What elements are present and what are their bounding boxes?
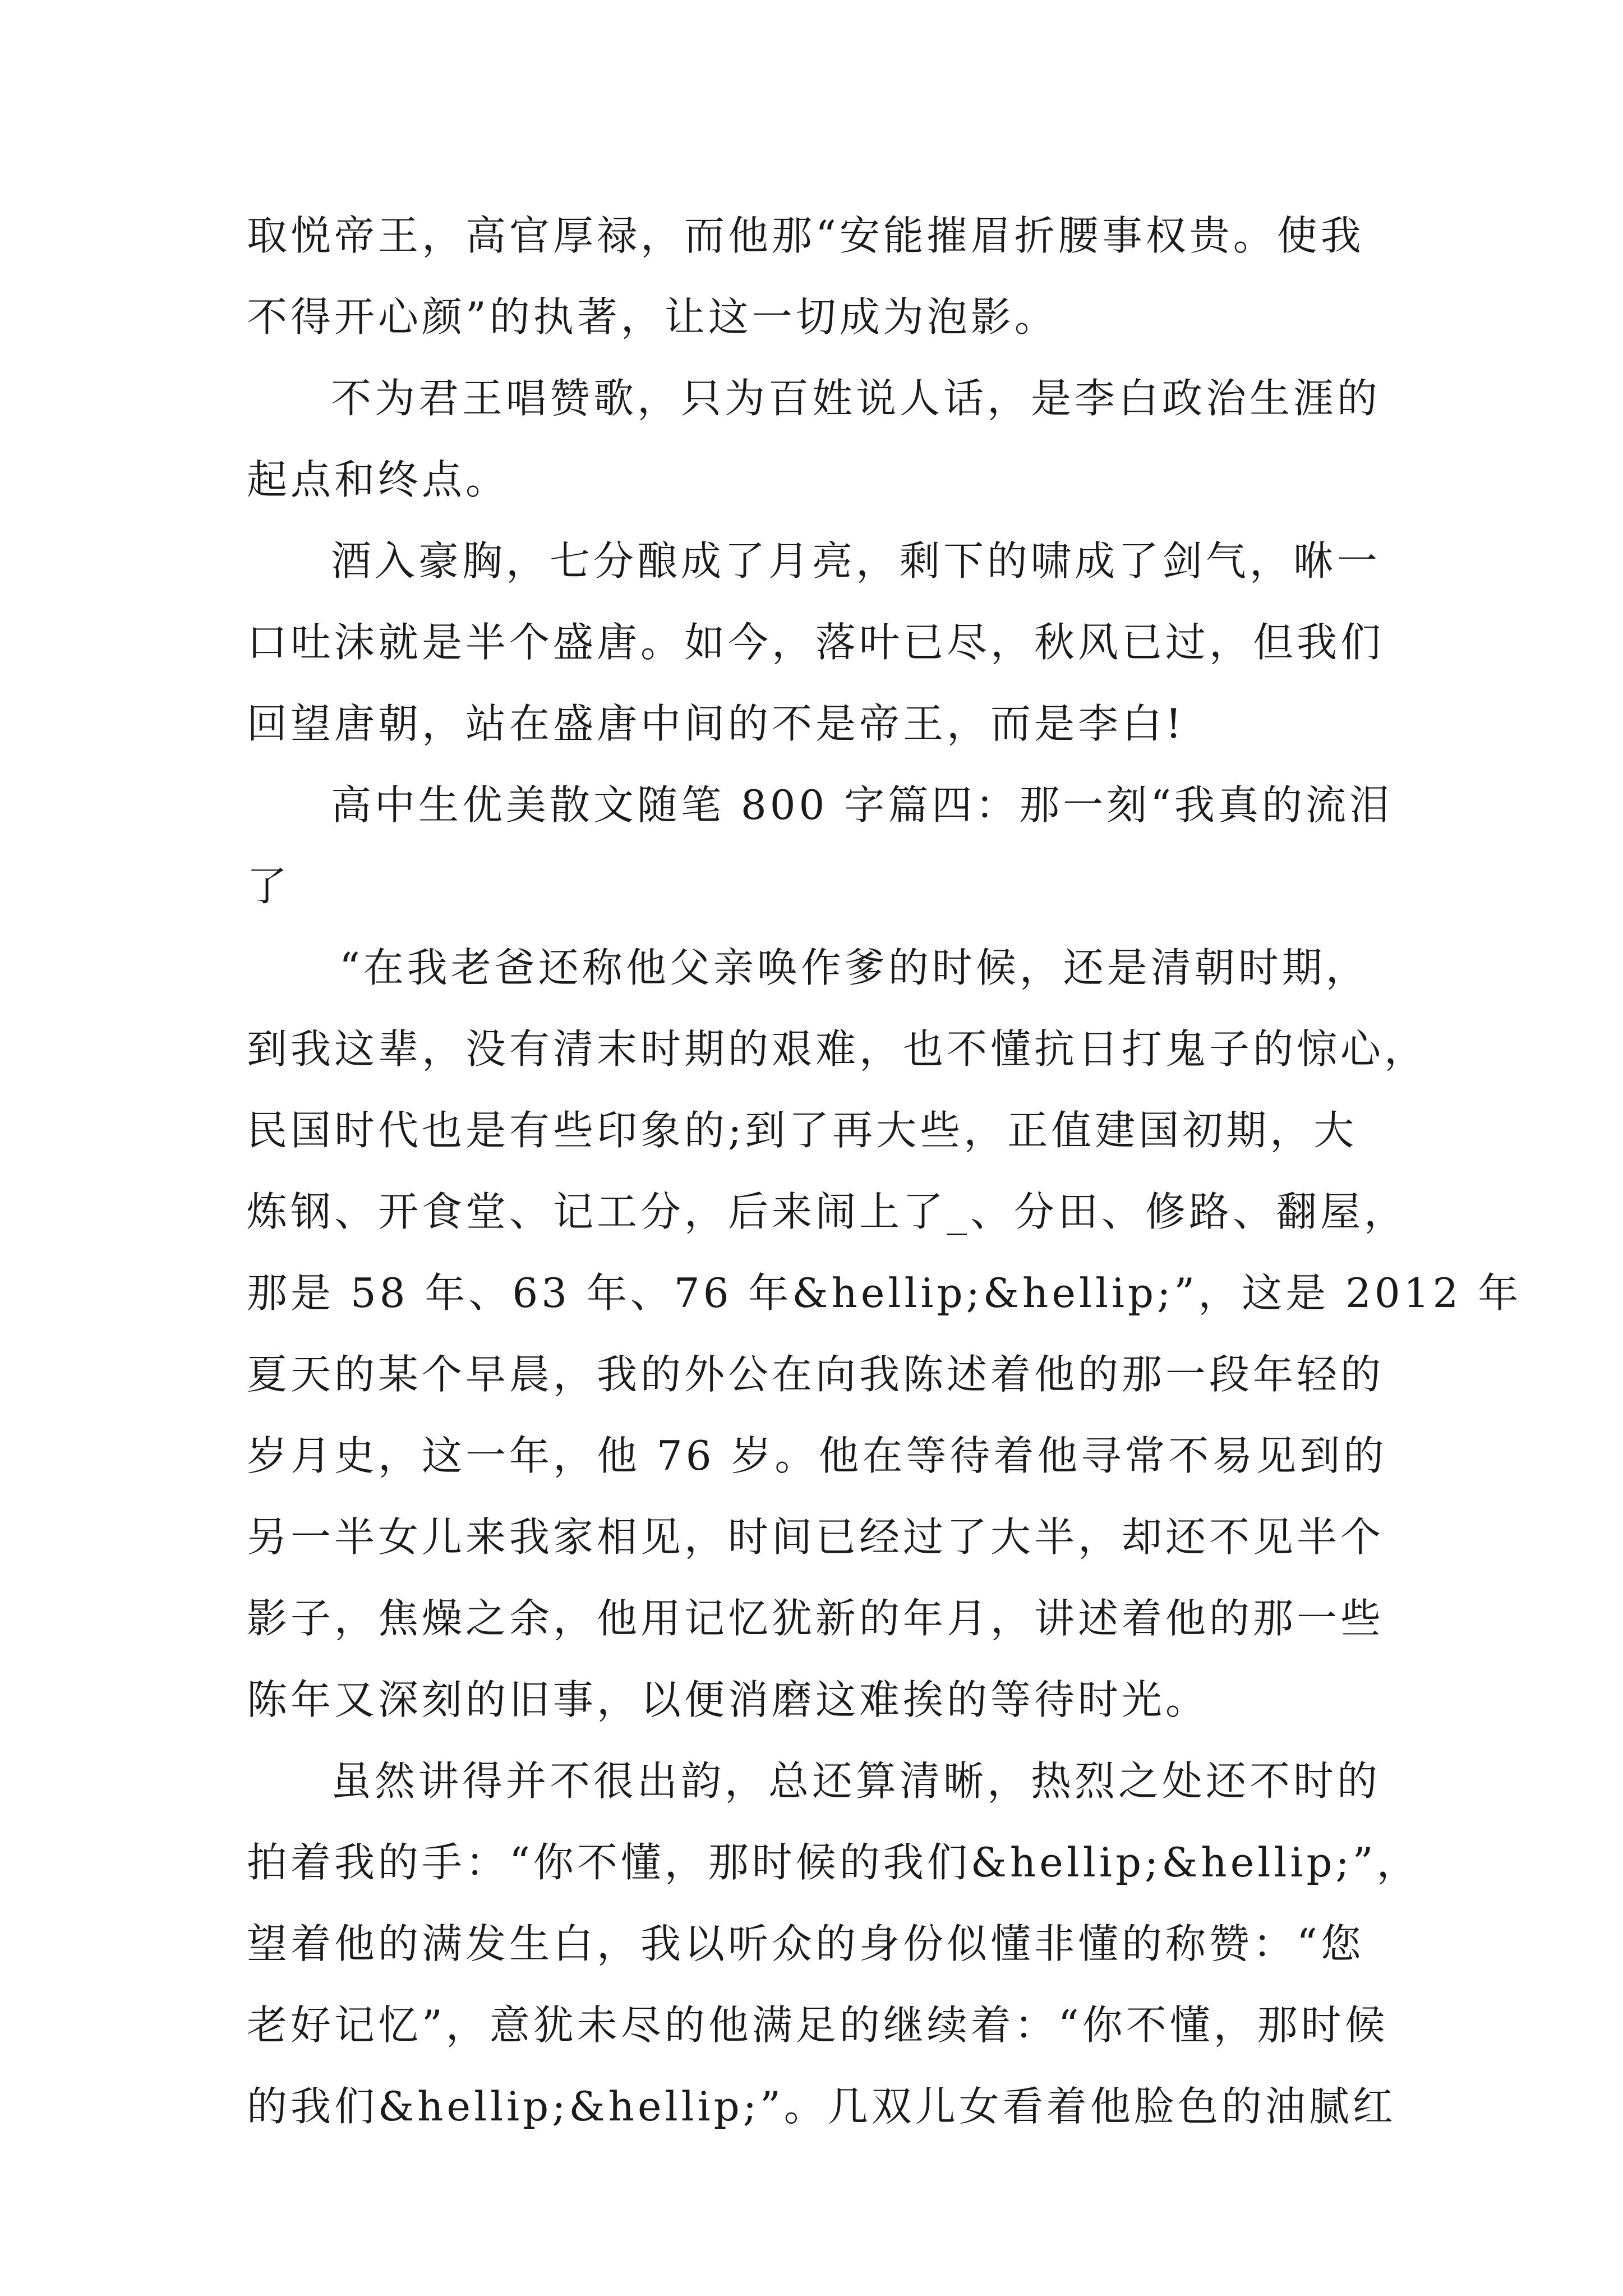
- text-line: 回望唐朝，站在盛唐中间的不是帝王，而是李白!: [247, 700, 1185, 747]
- text-line: 民国时代也是有些印象的;到了再大些，正值建国初期，大: [247, 1107, 1358, 1154]
- text-line: 岁月史，这一年，他 76 岁。他在等待着他寻常不易见到的: [247, 1432, 1387, 1479]
- section-heading: 高中生优美散文随笔 800 字篇四：那一刻“我真的流泪: [331, 781, 1394, 829]
- text-line: 酒入豪胸，七分酿成了月亮，剩下的啸成了剑气，咻一: [331, 537, 1381, 585]
- text-line: 不为君王唱赞歌，只为百姓说人话，是李白政治生涯的: [331, 375, 1381, 422]
- text-line: 的我们&hellip;&hellip;”。几双儿女看着他脸色的油腻红: [247, 2083, 1396, 2130]
- text-line: 另一半女儿来我家相见，时间已经过了大半，却还不见半个: [247, 1513, 1385, 1561]
- text-line: 影子，焦燥之余，他用记忆犹新的年月，讲述着他的那一些: [247, 1595, 1385, 1642]
- text-line: 拍着我的手：“你不懂，那时候的我们&hellip;&hellip;”，: [247, 1839, 1421, 1886]
- text-line: 老好记忆”，意犹未尽的他满足的继续着：“你不懂，那时候: [247, 2001, 1389, 2049]
- text-line: “在我老爸还称他父亲唤作爹的时候，还是清朝时期，: [339, 944, 1370, 991]
- text-line: 口吐沫就是半个盛唐。如今，落叶已尽，秋风已过，但我们: [247, 619, 1385, 666]
- text-line: 望着他的满发生白，我以听众的身份似懂非懂的称赞：“您: [247, 1920, 1364, 1967]
- text-line: 起点和终点。: [247, 456, 510, 503]
- text-line: 炼钢、开食堂、记工分，后来闹上了_、分田、修路、翻屋，: [247, 1188, 1408, 1235]
- text-line: 不得开心颜”的执著，让这一切成为泡影。: [247, 293, 1058, 341]
- section-heading-continuation: 了: [247, 863, 291, 910]
- text-line: 到我这辈，没有清末时期的艰难，也不懂抗日打鬼子的惊心，: [247, 1025, 1428, 1073]
- text-line: 虽然讲得并不很出韵，总还算清晰，热烈之处还不时的: [331, 1757, 1381, 1805]
- text-line: 取悦帝王，高官厚禄，而他那“安能摧眉折腰事权贵。使我: [247, 212, 1364, 259]
- text-line: 陈年又深刻的旧事，以便消磨这难挨的等待时光。: [247, 1676, 1210, 1723]
- text-line: 夏天的某个早晨，我的外公在向我陈述着他的那一段年轻的: [247, 1351, 1385, 1398]
- text-line: 那是 58 年、63 年、76 年&hellip;&hellip;”，这是 2012 年: [247, 1269, 1522, 1317]
